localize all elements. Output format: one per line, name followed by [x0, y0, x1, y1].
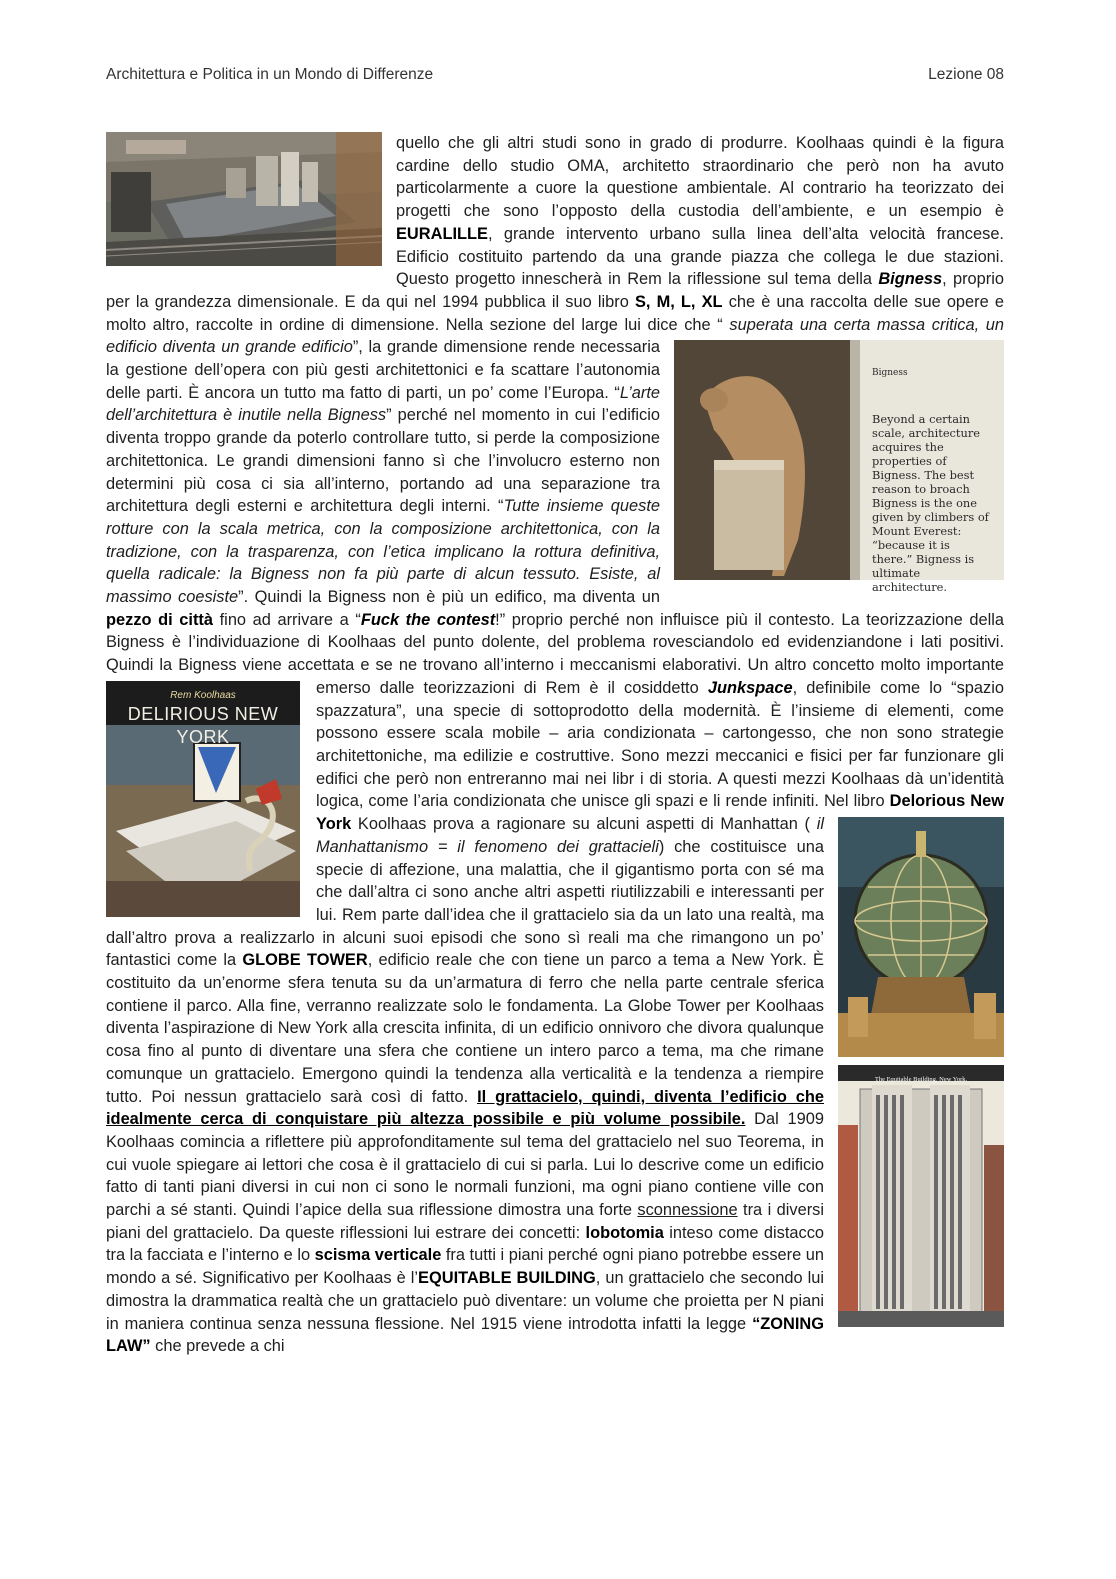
- keyword-sconnessione: sconnessione: [637, 1201, 738, 1220]
- postcard-caption: The Equitable Building, New York.: [874, 1076, 968, 1084]
- keyword-junkspace: Junkspace: [707, 678, 793, 697]
- equitable-building-postcard: [838, 1065, 1004, 1327]
- lesson-number: Lezione 08: [928, 66, 1004, 83]
- course-title: Architettura e Politica in un Mondo di Differenze: [106, 66, 434, 83]
- book-page-text: [872, 366, 991, 594]
- book-page-title: Bigness: [872, 368, 908, 379]
- cover-title: DELIRIOUS NEW YORK: [127, 703, 279, 747]
- definition-grattacielo: Il grattacielo, quindi, diventa l’edificio che idealmente cerca di conquistare più altezza possibile e più volume possibile.: [106, 1087, 824, 1129]
- right-image-column: [838, 817, 1004, 1327]
- keyword-equitable-building: EQUITABLE BUILDING: [418, 1269, 596, 1288]
- keyword-globe-tower: GLOBE TOWER: [242, 951, 368, 970]
- keyword-lobotomia: lobotomia: [585, 1223, 664, 1242]
- delirious-new-york-cover: [106, 681, 300, 917]
- keyword-fuck-the-contest: Fuck the contest: [360, 610, 496, 629]
- cover-author: Rem Koolhaas: [170, 689, 236, 701]
- keyword-scisma-verticale: scisma verticale: [314, 1246, 442, 1265]
- keyword-smlxl: S, M, L, XL: [634, 292, 723, 311]
- keyword-delirious-new-york: Delorious New York: [316, 792, 1004, 834]
- euralille-aerial-photo: [106, 132, 382, 266]
- body-text: quello che gli altri studi sono in grado di produrre. Koolhaas quindi è la figura cardine dello studio OMA, architetto straordinario che però non ha avuto particolarmente a cuore la questione ambientale. Al contrario ha teorizzato dei progetti che sono l’opposto della custodia dell’ambiente, e un esempio è EURALILLE, grande intervento urbano sulla linea dell’alta velocità francese. Edificio costituito partendo da una grande piazza che collega le due stazioni. Questo progetto innescherà in Rem la riflessione sul tema della Bigness, proprio per la grandezza dimensionale. E da qui nel 1994 pubblica il suo libro S, M, L, XL che è una raccolta delle sue opere e molto altro, raccolte in ordine di dimensione. Nella sezione del large lui dice che “ Bigness Beyond a certain scale, architecture acquires the properties of Bigness. The best reason to broach Bigness is the one given by climbers of Mount Everest: “because it is there.” Bigness is ultimate architecture. superata una certa massa critica, un edificio diventa un grande edificio”, la grande dimensione rende necessaria la gestione dell’opera con più gesti architettonici e fa scattare l’autonomia delle parti. È ancora un tutto ma fatto di parti, un po’ come l’Europa. “L’arte dell’architettura è inutile nella Bigness” perché nel momento in cui l’edificio diventa troppo grande da poterlo controllare tutto, si perde la composizione architettonica. Le grandi dimensioni fanno sì che l’involucro esterno non determini più cosa ci sia all’interno, portando ad una separazione tra architettura degli esterni e architettura degli interni. “Tutte insieme queste rotture con la scala metrica, con la composizione architettonica, con la tradizione, con la trasparenza, con l’etica implicano la rottura definitiva, quella radicale: la Bigness non fa più parte di alcun tessuto. Esiste, al massimo coesiste”. Quindi la Bigness non è più un edifico, ma diventa un pezzo di città fino ad arrivare a “Fuck the contest!” proprio perché non influisce più il contesto. La teorizzazione della Bigness è l’individuazione di Koolhaas del punto dolente, del problema rovesciandolo ed evidenziandone i lati positivi. Quindi la Bigness viene accettata e se ne trovano all’interno i meccanismi elaborativi. Un altro concetto molto importante emerso dalle teorizzazioni di Rem è il cosiddetto Rem Koolhaas DELIRIOUS NEW YORK Junkspace, definibile come lo “spazio spazzatura”, una specie di sottoprodotto della modernità. È l’insieme di elementi, come possono essere scala mobile – aria condizionata – cartongesso, che non sono strategie architettoniche, ma edilizie e costruttive. Sono mezzi meccanici e fisici per far funzionare gli edifici che però non entreranno mai nei libr i di storia. A questi mezzi Koolhaas dà un’identità logica, come l’aria condizionata che unisce gli spazi e li rende infiniti. Nel libro Delorious New York Koolhaas prova a ragionare su alcuni aspetti di Manhattan ( The Equitable Building, New York. il Manhattanismo = il fenomeno dei grattacieli) che costituisce una specie di affezione, una malattia, che il gigantismo porta con sé ma che dall’altra ci sono anche altri aspetti riutilizzabili e interessanti per lui. Rem parte dall’idea che il grattacielo sia da un lato una realtà, ma dall’altro prova a realizzarlo in alcuni suoi episodi che sono sì reali ma che rimangono un po’ fantastici come la GLOBE TOWER, edificio reale che con tiene un parco a tema a New York. È costituito da un’enorme sfera tenuta su da un’armatura di ferro che nella parte centrale sferica contiene il parco. Alla fine, verranno realizzate solo le fondamenta. La Globe Tower per Koolhaas diventa l’aspirazione di New York alla crescita infinita, di un edificio onnivoro che divora qualunque cosa fino al punto di diventare una sfera che contiene un intero parco a tema, ma che rimane comunque un grattacielo. Emergono quindi la tendenza alla verticalità e la tendenza a riempire tutto. Poi nessun grattacielo sarà così di fatto. Il grattacielo, quindi, diventa l’edificio che idealmente cerca di conquistare più altezza possibile e più volume possibile. Dal 1909 Koolhaas comincia a riflettere più approfonditamente sul tema del grattacielo nel suo Teorema, in cui vuole spiegare ai lettori che cosa è il grattacielo di cui si parla. Lui lo descrive come un edificio fatto di tanti piani diversi in cui non ci sono le normali funzioni, ma ogni piano contiene ville con parchi a sé stanti. Quindi l’apice della sua riflessione dimostra una forte sconnessione tra i diversi piani del grattacielo. Da queste riflessioni lui estrare dei concetti: lobotomia inteso come distacco tra la facciata e l’interno e lo scisma verticale fra tutti i piani perché ogni piano potrebbe essere un mondo a sé. Significativo per Koolhaas è l’EQUITABLE BUILDING, un grattacielo che secondo lui dimostra la drammatica realtà che un grattacielo può diventare: un volume che proietta per N piani in maniera continua senza nessuna flessione. Nel 1915 viene introdotta infatti la legge “ZONING LAW” che prevede a chi: [106, 134, 1005, 1356]
- globe-tower-illustration: [838, 817, 1004, 1057]
- page-header: [106, 66, 1004, 84]
- keyword-pezzo-di-citta: pezzo di città: [106, 610, 214, 629]
- bigness-book-photo: [674, 340, 1004, 595]
- keyword-euralille: EURALILLE: [396, 224, 488, 243]
- keyword-bigness: Bigness: [878, 270, 943, 289]
- book-quote: Beyond a certain scale, architecture acquires the properties of Bigness. The best reason to broach Bigness is the one given by climbers of Mount Everest: “because it is there.” Bigness is ultimate architecture.: [872, 412, 989, 595]
- keyword-zoning-law: “ZONING LAW”: [106, 1314, 824, 1356]
